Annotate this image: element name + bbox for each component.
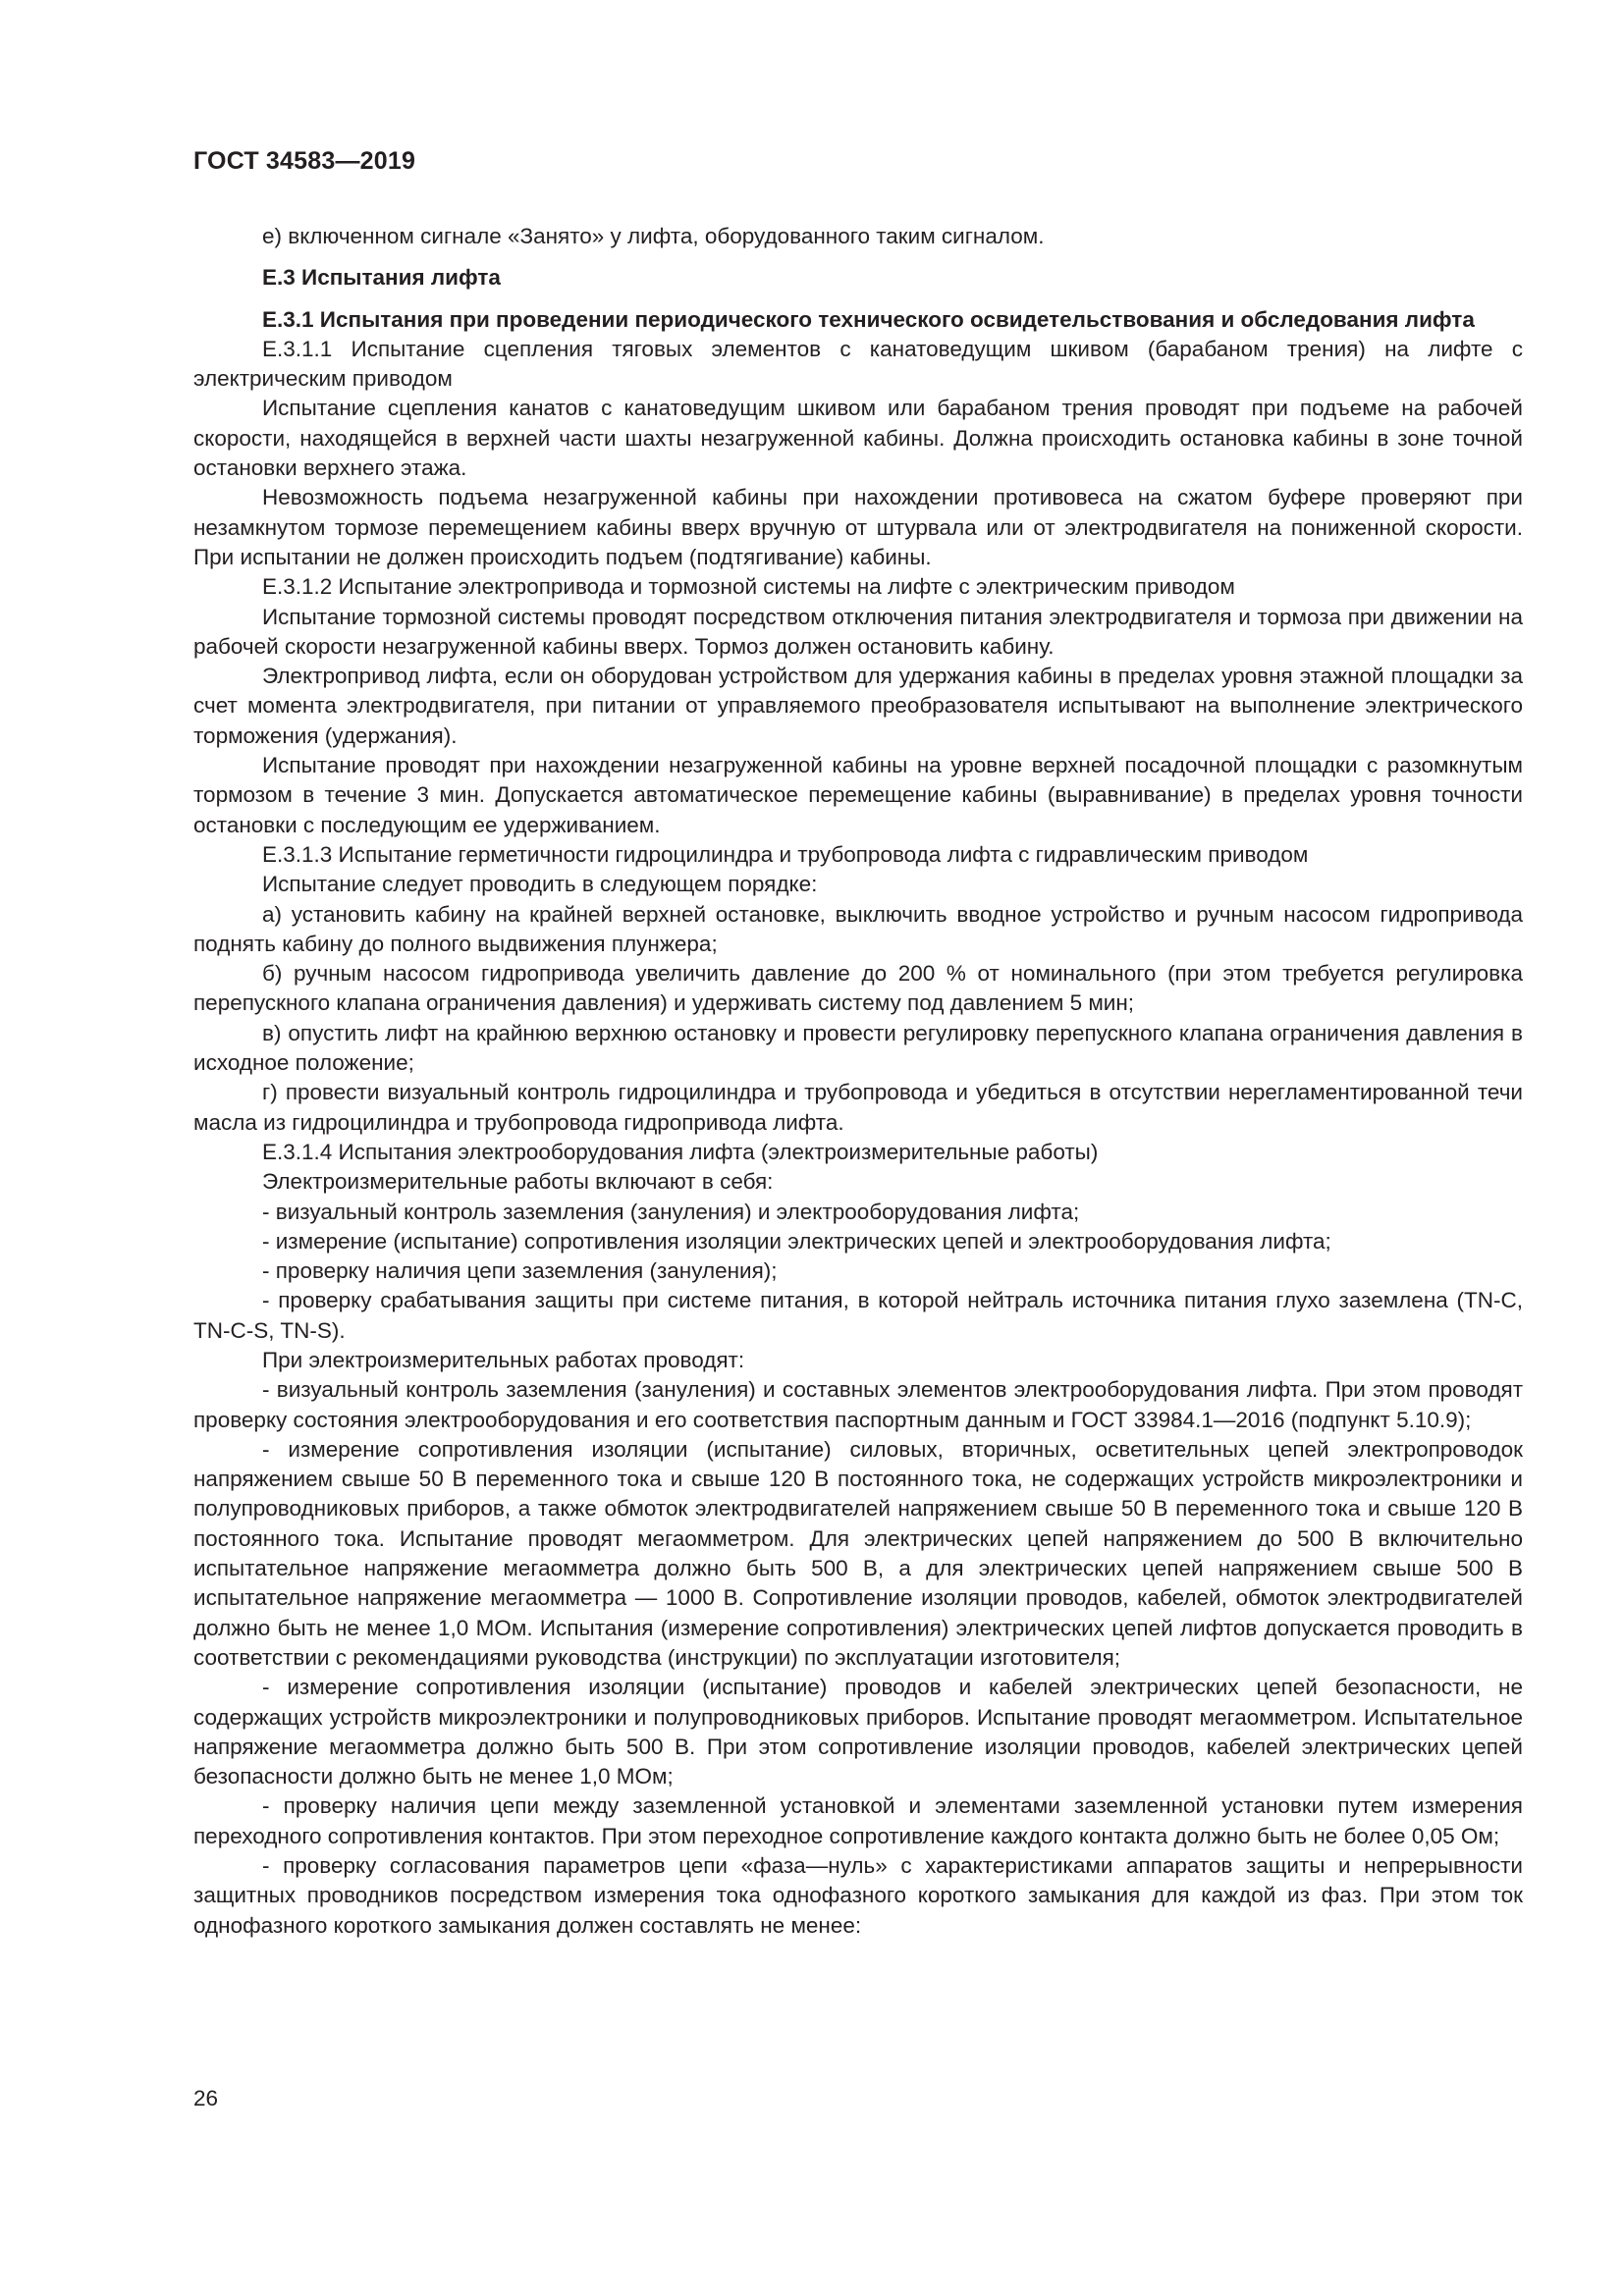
list-item: - измерение сопротивления изоляции (испытание) проводов и кабелей электрических цепей безопасности, не содержащих устройств микроэлектроники и полупроводниковых приборов. Испытание проводят мегаомметром. Испытательное напряжение мегаомметра должно быть 500 В. При этом сопротивление изоляции проводов, кабелей электрических цепей безопасности должно быть не менее 1,0 МОм; <box>193 1675 1523 1789</box>
page-number: 26 <box>193 2086 219 2110</box>
list-item-b: б) ручным насосом гидропривода увеличить давление до 200 % от номинального (при этом требуется регулировка перепускного клапана ограничения давления) и удерживать систему под давлением 5 мин; <box>193 961 1523 1016</box>
subsection-heading-e3-1-4: Е.3.1.4 Испытания электрооборудования лифта (электроизмерительные работы) <box>262 1139 1099 1164</box>
list-item: - визуальный контроль заземления (зануления) и составных элементов электрооборудования лифта. При этом проводят проверку состояния электрооборудования и его соответствия паспортным данным и ГОСТ 33984.1—2016 (подпункт 5.10.9); <box>193 1377 1523 1432</box>
document-code-header: ГОСТ 34583—2019 <box>193 147 416 175</box>
list-item: - проверку согласования параметров цепи «фаза—нуль» с характеристиками аппаратов защиты и непрерывности защитных проводников посредством измерения тока однофазного короткого замыкания для каждой из фаз. При этом ток однофазного короткого замыкания должен составлять не менее: <box>193 1853 1523 1938</box>
list-item-g: г) провести визуальный контроль гидроцилиндра и трубопровода и убедиться в отсутствии нерегламентированной течи масла из гидроцилиндра и трубопровода гидропривода лифта. <box>193 1080 1523 1135</box>
paragraph: Испытание сцепления канатов с канатоведущим шкивом или барабаном трения проводят при подъеме на рабочей скорости, находящейся в верхней части шахты незагруженной кабины. Должна происходить остановка кабины в зоне точной остановки верхнего этажа. <box>193 396 1523 481</box>
paragraph: Невозможность подъема незагруженной кабины при нахождении противовеса на сжатом буфере проверяют при незамкнутом тормозе перемещением кабины вверх вручную от штурвала или от электродвигателя на пониженной скорости. При испытании не должен происходить подъем (подтягивание) кабины. <box>193 485 1523 569</box>
list-item: - проверку наличия цепи между заземленной установкой и элементами заземленной установки путем измерения переходного сопротивления контактов. При этом переходное сопротивление каждого контакта должно быть не более 0,05 Ом; <box>193 1793 1523 1848</box>
list-item: - измерение сопротивления изоляции (испытание) силовых, вторичных, осветительных цепей электропроводок напряжением свыше 50 В переменного тока и свыше 120 В постоянного тока, не содержащих устройств микроэлектроники и полупроводниковых приборов, а также обмоток электродвигателей напряжением свыше 50 В переменного тока и свыше 120 В постоянного тока. Испытание проводят мегаомметром. Для электрических цепей напряжением до 500 В включительно испытательное напряжение мегаомметра должно быть 500 В, а для электрических цепей напряжением свыше 500 В испытательное напряжение мегаомметра — 1000 В. Сопротивление изоляции проводов, кабелей, обмоток электродвигателей должно быть не менее 1,0 МОм. Испытания (измерение сопротивления) электрических цепей лифтов допускается проводить в соответствии с рекомендациями руководства (инструкции) по эксплуатации изготовителя; <box>193 1436 1523 1670</box>
section-heading-e3-1: Е.3.1 Испытания при проведении периодического технического освидетельствования и обследования лифта <box>262 306 1475 332</box>
section-heading-e3: Е.3 Испытания лифта <box>262 265 501 291</box>
paragraph: При электроизмерительных работах проводят: <box>262 1347 745 1372</box>
document-body <box>193 222 1523 1941</box>
paragraph: Электропривод лифта, если он оборудован устройством для удержания кабины в пределах уровня этажной площадки за счет момента электродвигателя, при питании от управляемого преобразователя испытывают на выполнение электрического торможения (удержания). <box>193 664 1523 748</box>
list-item: - проверку срабатывания защиты при системе питания, в которой нейтраль источника питания глухо заземлена (TN-C, TN-C-S, TN-S). <box>193 1288 1523 1343</box>
list-item-v: в) опустить лифт на крайнюю верхнюю остановку и провести регулировку перепускного клапана ограничения давления в исходное положение; <box>193 1020 1523 1076</box>
paragraph: Испытание тормозной системы проводят посредством отключения питания электродвигателя и тормоза при движении на рабочей скорости незагруженной кабины вверх. Тормоз должен остановить кабину. <box>193 604 1523 659</box>
subsection-heading-e3-1-1: Е.3.1.1 Испытание сцепления тяговых элементов с канатоведущим шкивом (барабаном трения) на лифте с электрическим приводом <box>193 336 1523 392</box>
subsection-heading-e3-1-2: Е.3.1.2 Испытание электропривода и тормозной системы на лифте с электрическим приводом <box>262 574 1235 600</box>
paragraph: Испытание следует проводить в следующем порядке: <box>262 872 818 897</box>
list-item: - визуальный контроль заземления (зануления) и электрооборудования лифта; <box>262 1199 1080 1224</box>
list-item: - проверку наличия цепи заземления (зануления); <box>262 1258 778 1284</box>
list-item: - измерение (испытание) сопротивления изоляции электрических цепей и электрооборудования лифта; <box>262 1228 1331 1254</box>
paragraph: Испытание проводят при нахождении незагруженной кабины на уровне верхней посадочной площадки с разомкнутым тормозом в течение 3 мин. Допускается автоматическое перемещение кабины (выравнивание) в пределах уровня точности остановки с последующим ее удерживанием. <box>193 753 1523 837</box>
subsection-heading-e3-1-3: Е.3.1.3 Испытание герметичности гидроцилиндра и трубопровода лифта с гидравлическим приводом <box>262 841 1309 867</box>
paragraph-list-item-e: е) включенном сигнале «Занято» у лифта, оборудованного таким сигналом. <box>262 224 1045 248</box>
paragraph: Электроизмерительные работы включают в себя: <box>262 1169 774 1195</box>
list-item-a: а) установить кабину на крайней верхней остановке, выключить вводное устройство и ручным насосом гидропривода поднять кабину до полного выдвижения плунжера; <box>193 901 1523 956</box>
